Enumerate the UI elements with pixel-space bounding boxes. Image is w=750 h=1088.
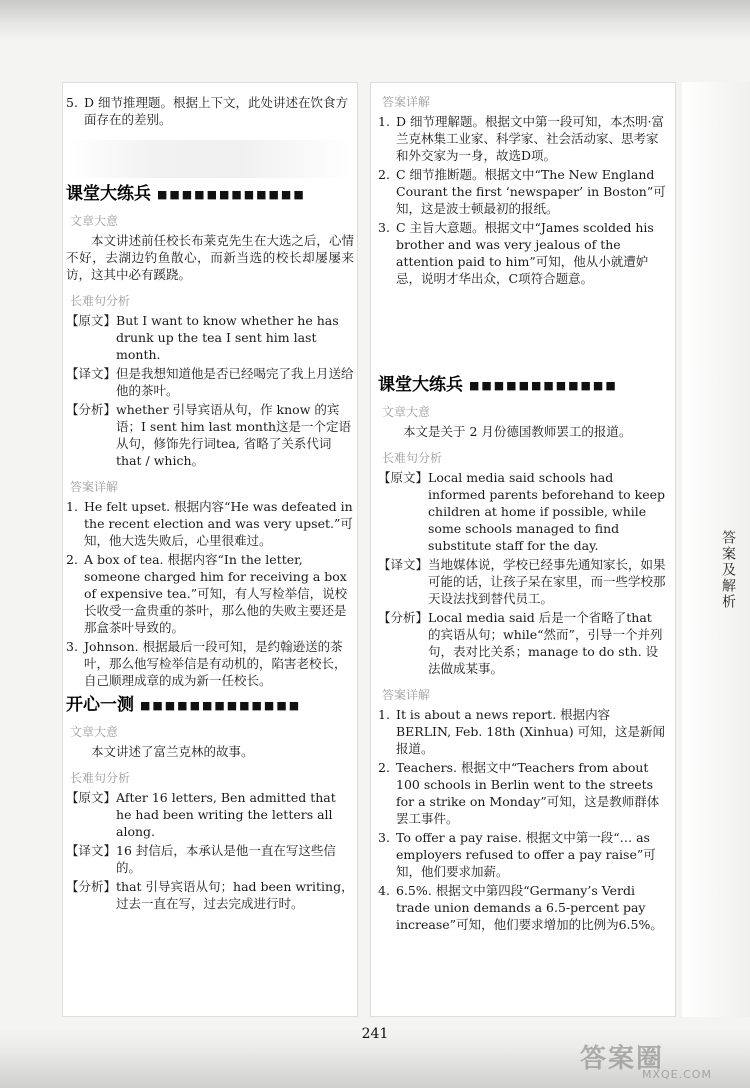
analysis-block <box>66 312 354 469</box>
analysis-row-translation <box>66 365 354 399</box>
answer-number: 2. <box>378 167 390 182</box>
analysis-block <box>378 469 668 677</box>
analysis-text: that 引导宾语从句；had been writing，过去一直在写，过去完成进行时。 <box>116 879 354 911</box>
faded-stamp-decoration <box>66 140 354 178</box>
answers-list <box>66 498 354 689</box>
analysis-text: Local media said 后是一个省略了that 的宾语从句；while“然而”，引导一个并列句，表对比关系；manage to do sth. 设法做成某事。 <box>428 610 663 676</box>
summary-label: 文章大意 <box>70 725 119 739</box>
analysis-label: 长难句分析 <box>70 771 131 785</box>
answer-item-5 <box>66 94 354 128</box>
answer-item <box>378 166 668 217</box>
section-title-text: 开心一测 <box>66 695 134 715</box>
answer-number: 1. <box>378 114 390 129</box>
watermark-url: MXQE.COM <box>642 1068 712 1081</box>
answer-text: Johnson. 根据最后一段可知，是约翰逊送的茶叶，那么他写检举信是有动机的，陷害老校长，自己顺理成章的成为新一任校长。 <box>84 639 347 688</box>
analysis-text: 但是我想知道他是否已经喝完了我上月送给他的茶叶。 <box>116 366 354 398</box>
summary-text: 本文是关于 2 月份德国教师罢工的报道。 <box>403 424 632 439</box>
analysis-tag: 【译文】 <box>66 843 117 858</box>
analysis-text: But I want to know whether he has drunk up the tea I sent him last month. <box>116 313 339 362</box>
analysis-tag: 【原文】 <box>378 470 429 485</box>
analysis-label: 长难句分析 <box>70 294 131 308</box>
analysis-tag: 【分析】 <box>66 402 117 417</box>
analysis-text: 16 封信后，本承认是他一直在写这些信的。 <box>116 843 336 875</box>
analysis-tag: 【原文】 <box>66 313 117 328</box>
analysis-row-translation <box>66 842 354 876</box>
answer-text: D 细节理解题。根据文中第一段可知，本杰明·富兰克林集工业家、科学家、社会活动家、思考家和外交家为一身，故选D项。 <box>396 114 664 163</box>
answer-number: 1. <box>66 499 78 514</box>
answer-text: 6.5%. 根据文中第四段“Germany’s Verdi trade union demands a 6.5-percent pay increase”可知，他们要求增加的比例为6.5%。 <box>396 883 663 932</box>
answer-item <box>66 498 354 549</box>
section-title-squares: ■■■■■■■■■■■■■ <box>140 699 302 712</box>
answer-number: 5. <box>66 95 78 110</box>
answer-text: D 细节推理题。根据上下文，此处讲述在饮食方面存在的差别。 <box>84 95 348 127</box>
analysis-tag: 【译文】 <box>378 557 429 572</box>
page-number: 241 <box>361 1026 389 1042</box>
watermark-text: 答案圈 <box>580 1044 665 1074</box>
section-title-squares: ■■■■■■■■■■■■ <box>157 188 306 201</box>
section-title-text: 课堂大练兵 <box>66 184 151 204</box>
answer-number: 3. <box>378 220 390 235</box>
section-title-classroom-practice <box>66 186 354 203</box>
summary-text: 本文讲述了富兰克林的故事。 <box>91 744 254 759</box>
answers-label: 答案详解 <box>382 688 431 702</box>
section-title-text: 课堂大练兵 <box>378 375 463 395</box>
answer-text: To offer a pay raise. 根据文中第一段“… as employers refused to offer a pay raise”可知，他们要求加薪。 <box>396 830 656 879</box>
answer-number: 2. <box>66 552 78 567</box>
answer-text: It is about a news report. 根据内容 BERLIN, Feb. 18th (Xinhua) 可知，这是新闻报道。 <box>396 707 666 756</box>
analysis-text: After 16 letters, Ben admitted that he had been writing the letters all along. <box>116 790 336 839</box>
analysis-tag: 【译文】 <box>66 366 117 381</box>
summary-text: 本文讲述前任校长布莱克先生在大选之后，心情不好，去湖边钓鱼散心，而新当选的校长却屡屡来访，这其中必有蹊跷。 <box>66 233 354 282</box>
analysis-text: 当地媒体说，学校已经事先通知家长，如果可能的话，让孩子呆在家里，而一些学校那天设法找到替代员工。 <box>428 557 666 606</box>
analysis-text: whether 引导宾语从句，作 know 的宾语；I sent him last month这是一个定语从句，修饰先行词tea, 省略了关系代词that / which。 <box>116 402 352 468</box>
watermark-logo <box>580 1038 745 1084</box>
answer-text: C 主旨大意题。根据文中“James scolded his brother and was very jealous of the attention paid to him”可知，他从小就遭妒忌，说明才华出众，C项符合题意。 <box>396 220 654 286</box>
answer-text: A box of tea. 根据内容“In the letter, someone charged him for receiving a box of expensive tea.”可知，有人写检举信，说校长收受一盒贵重的茶叶，那么他的失败主要还是那盒茶叶导致的。 <box>84 552 348 635</box>
analysis-row-original <box>378 469 668 554</box>
section-title-squares: ■■■■■■■■■■■■ <box>469 379 618 392</box>
answer-item <box>66 638 354 689</box>
analysis-row-analysis <box>378 609 668 677</box>
answers-list <box>378 706 668 933</box>
analysis-label: 长难句分析 <box>382 451 443 465</box>
answer-item <box>378 829 668 880</box>
answer-number: 4. <box>378 883 390 898</box>
section-title-classroom-practice <box>378 377 668 394</box>
side-tab-label: 答案及解析 <box>720 530 736 610</box>
answer-text: C 细节推断题。根据文中“The New England Courant the first ‘newspaper’ in Boston”可知，这是波士顿最初的报纸。 <box>396 167 666 216</box>
answer-text: He felt upset. 根据内容“He was defeated in the recent election and was very upset.”可知，他大选失败后，心里很难过。 <box>84 499 353 548</box>
analysis-tag: 【分析】 <box>378 610 429 625</box>
analysis-row-translation <box>378 556 668 607</box>
analysis-row-original <box>66 312 354 363</box>
right-column <box>378 94 668 935</box>
analysis-text: Local media said schools had informed parents beforehand to keep children at home if possible, while some schools managed to find substitute staff for the day. <box>428 470 666 553</box>
answer-number: 1. <box>378 707 390 722</box>
analysis-row-analysis <box>66 401 354 469</box>
answer-text: Teachers. 根据文中“Teachers from about 100 schools in Berlin went to the streets for a strike on Monday”可知，这是教师群体罢工事件。 <box>396 760 660 826</box>
analysis-row-original <box>66 789 354 840</box>
summary-label: 文章大意 <box>70 214 119 228</box>
left-column <box>66 94 354 914</box>
analysis-tag: 【原文】 <box>66 790 117 805</box>
answer-number: 3. <box>378 830 390 845</box>
answer-item <box>378 113 668 164</box>
answer-item <box>378 706 668 757</box>
answer-number: 3. <box>66 639 78 654</box>
answer-item <box>66 551 354 636</box>
answers-label: 答案详解 <box>70 480 119 494</box>
section-title-happy-test <box>66 697 354 714</box>
answer-item <box>378 759 668 827</box>
summary-label: 文章大意 <box>382 405 431 419</box>
analysis-tag: 【分析】 <box>66 879 117 894</box>
answers-label: 答案详解 <box>382 95 431 109</box>
analysis-block <box>66 789 354 912</box>
blank-space <box>378 289 668 369</box>
answer-item <box>378 219 668 287</box>
answer-item <box>378 882 668 933</box>
answers-list <box>378 113 668 287</box>
analysis-row-analysis <box>66 878 354 912</box>
answer-number: 2. <box>378 760 390 775</box>
top-edge-texture <box>0 0 750 40</box>
